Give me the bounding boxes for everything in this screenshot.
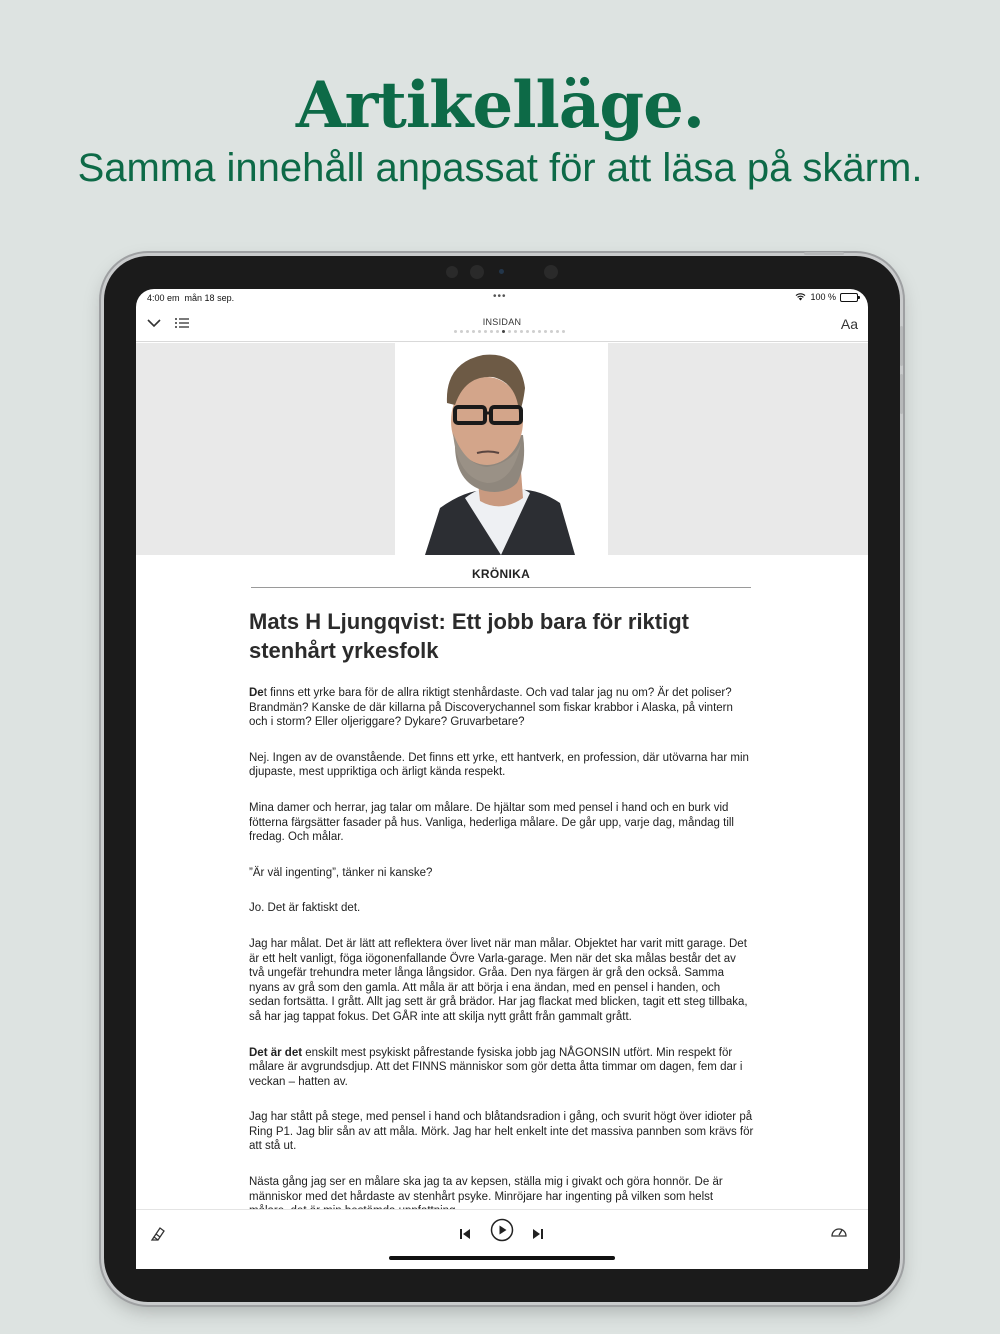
article-paragraph: [249, 937, 754, 1025]
page-dot[interactable]: [514, 330, 517, 333]
page-dot[interactable]: [484, 330, 487, 333]
paragraph-text: ”Är väl ingenting”, tänker ni kanske?: [249, 866, 433, 879]
page-indicator[interactable]: [454, 330, 565, 333]
battery-icon: [840, 293, 858, 302]
page-dot[interactable]: [538, 330, 541, 333]
article-paragraph: [249, 686, 754, 730]
paragraph-lead: De: [249, 687, 264, 699]
article-paragraph: [249, 901, 754, 916]
page-dot[interactable]: [544, 330, 547, 333]
article-kicker: KRÖNIKA: [251, 567, 751, 588]
font-size-button[interactable]: Aa: [840, 316, 858, 332]
paragraph-text: Jag har stått på stege, med pensel i hand och blåtandsradion i gång, och svurit högt över idioter på Ring P1. Jag blir sån av att måla. Mörk. Jag har helt enkelt inte det massiva pannben som krävs för att stå ut.: [249, 1111, 754, 1153]
page-dot[interactable]: [550, 330, 553, 333]
multitask-dots[interactable]: •••: [493, 291, 507, 302]
article-toolbar: [136, 307, 868, 342]
page-dot[interactable]: [520, 330, 523, 333]
top-button: [804, 252, 844, 255]
screen: [136, 289, 868, 1269]
page-dot[interactable]: [526, 330, 529, 333]
play-icon[interactable]: [490, 1218, 514, 1247]
author-portrait: [395, 343, 608, 555]
camera-sensor-2: [544, 265, 558, 279]
page-dot[interactable]: [496, 330, 499, 333]
paragraph-text: enskilt mest psykiskt påfrestande fysiska jobb jag NÅGONSIN utfört. Min respekt för målare är avgrundsdjup. Att det FINNS människor som gör detta åtta timmar om dagen, fem dar i veckan – hatten av.: [249, 1046, 743, 1088]
paragraph-text: Mina damer och herrar, jag talar om målare. De hjältar som med pensel i hand och en burk vid fötterna färgsätter fasader på hus. Vanliga, hederliga målare. De går upp, varje dag, måndag till fredag. Och målar.: [249, 801, 734, 844]
article-headline: Mats H Ljungqvist: Ett jobb bara för riktigt stenhårt yrkesfolk: [249, 609, 689, 663]
page-dot[interactable]: [562, 330, 565, 333]
camera-lens: [470, 265, 484, 279]
highlighter-icon[interactable]: [150, 1224, 168, 1247]
skip-forward-icon[interactable]: [532, 1227, 544, 1245]
page-dot[interactable]: [466, 330, 469, 333]
promo-subtitle: Samma innehåll anpassat för att läsa på skärm.: [77, 146, 923, 190]
camera-flash: [499, 269, 504, 274]
article-paragraph: [249, 801, 754, 845]
section-label: INSIDAN: [482, 317, 522, 327]
volume-up-button: [900, 326, 903, 366]
page-dot[interactable]: [460, 330, 463, 333]
status-bar: [136, 289, 868, 307]
article-paragraph: [249, 751, 754, 780]
promo-title: Artikelläge.: [295, 68, 705, 143]
page-dot[interactable]: [472, 330, 475, 333]
wifi-icon: [795, 293, 806, 301]
article-paragraphs: [249, 686, 754, 1219]
tablet-device: [104, 256, 900, 1302]
paragraph-lead: Det är det: [249, 1046, 303, 1059]
camera-sensor: [446, 266, 458, 278]
page-dot[interactable]: [532, 330, 535, 333]
paragraph-text: Jag har målat. Det är lätt att reflektera över livet när man målar. Objektet har varit mitt garage. Det är ett helt vanligt, föga iögonenfallande Övre Varla-garage. Men när det ska målas består det av två ungefär trehundra meter långa långsidor. Gråa. Den nya färgen är grå den också. Samma nyans av grå som den gamla. Att måla är att börja i ena ändan, med en pensel i handen, och sedan fortsätta. I grått. Allt jag sett är grå brädor. Har jag flackat med blicken, tagit ett steg tillbaka, så har jag tappat fokus. Det GÅR inte att skilja nytt grått från gammalt grått.: [249, 937, 748, 1023]
article-paragraph: [249, 866, 754, 881]
article-body: [249, 555, 754, 1209]
skip-back-icon[interactable]: [459, 1227, 471, 1245]
article-paragraph: [249, 1046, 754, 1090]
volume-down-button: [900, 374, 903, 414]
bottom-bar: [136, 1209, 868, 1269]
paragraph-text: Nästa gång jag ser en målare ska jag ta av kepsen, ställa mig i givakt och göra honnör. De är människor med det hårdaste av stenhårt psyke. Minröjare har ingenting på vilken som helst: [249, 1176, 723, 1203]
battery-text: 100 %: [810, 292, 836, 302]
paragraph-text: Jo. Det är faktiskt det.: [249, 902, 361, 915]
page-dot[interactable]: [508, 330, 511, 333]
page-dot[interactable]: [502, 330, 505, 333]
home-indicator[interactable]: [389, 1256, 615, 1260]
article-paragraph: [249, 1110, 754, 1154]
speedometer-icon[interactable]: [830, 1224, 848, 1245]
page-dot[interactable]: [454, 330, 457, 333]
status-right: [795, 292, 858, 302]
paragraph-text: t finns ett yrke bara för de allra riktigt stenhårdaste. Och vad talar jag nu om? Är det poliser? Brandmän? Kanske de där killarna på Discoverychannel som fiskar krabbor i Alaska, på vintern och i storm? Eller oljeriggare? Dykare? Gruvarbetare?: [249, 687, 733, 729]
page-dot[interactable]: [556, 330, 559, 333]
article-image-area: [136, 343, 868, 555]
page-dot[interactable]: [478, 330, 481, 333]
paragraph-text: Nej. Ingen av de ovanstående. Det finns ett yrke, ett hantverk, en profession, där utövarna har min djupaste, mest uppriktiga och ärligt kända respekt.: [249, 751, 749, 779]
page-dot[interactable]: [490, 330, 493, 333]
status-time: 4:00 em mån 18 sep.: [147, 293, 235, 303]
